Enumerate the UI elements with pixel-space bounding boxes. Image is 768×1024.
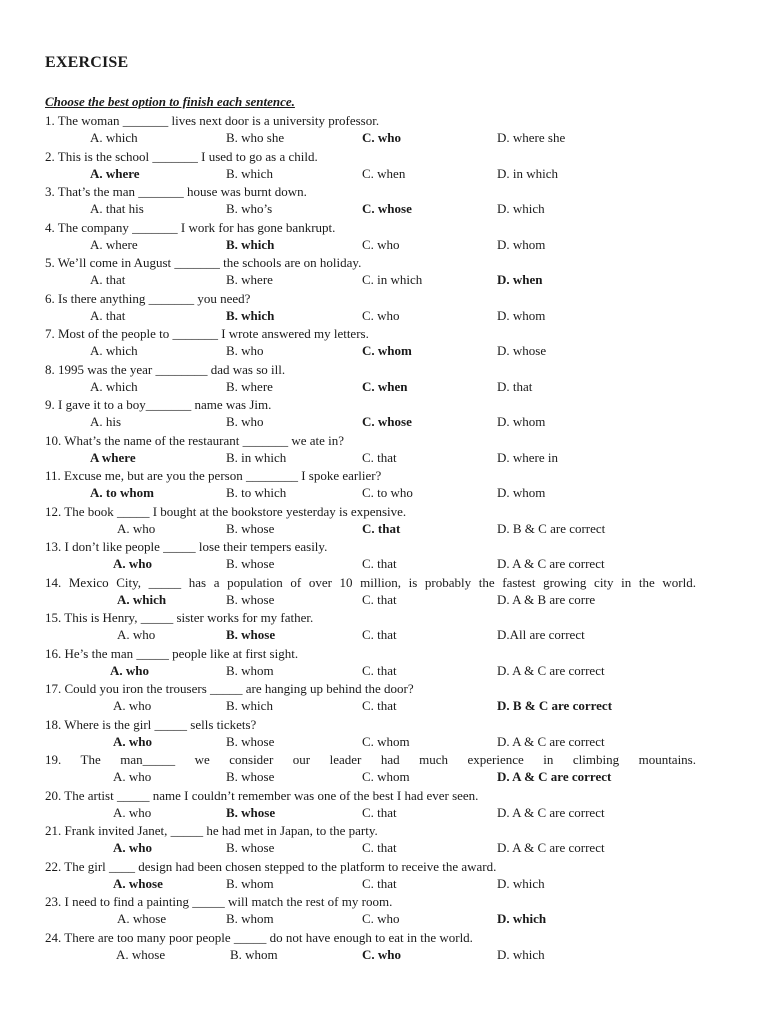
option-d: D. A & C are correct [497, 733, 605, 749]
option-a: A. whose [113, 875, 163, 891]
option-c: C. whom [362, 769, 410, 784]
option-c: C. to who [362, 485, 413, 500]
question-text: 9. I gave it to a boy_______ name was Jim. [45, 397, 272, 412]
option-a: A. who [113, 698, 152, 713]
option-b: B. where [226, 272, 273, 287]
question-text: 6. Is there anything _______ you need? [45, 290, 251, 306]
question-item [0, 219, 768, 255]
question-text: 16. He’s the man _____ people like at first sight. [45, 645, 299, 661]
page-title: EXERCISE [45, 54, 129, 71]
question-item [0, 183, 768, 219]
question-text: 2. This is the school _______ I used to go as a child. [45, 148, 318, 164]
option-c: C. whom [362, 733, 410, 749]
question-text: 15. This is Henry, _____ sister works for my father. [45, 610, 314, 625]
question-item [0, 716, 768, 752]
option-a: A. which [90, 378, 138, 394]
option-d: D.All are correct [497, 627, 585, 642]
option-c: C. that [362, 591, 397, 607]
option-b: B. in which [226, 449, 287, 465]
option-d: D. whom [497, 307, 546, 323]
question-text: 7. Most of the people to _______ I wrote answered my letters. [45, 326, 369, 341]
option-d: D. when [497, 272, 543, 287]
option-a: A. who [110, 662, 150, 678]
option-c: C. that [362, 840, 397, 855]
option-c: C. in which [362, 272, 423, 287]
question-text: 4. The company _______ I work for has gone bankrupt. [45, 219, 336, 235]
question-item [0, 751, 768, 787]
option-c: C. that [362, 875, 397, 891]
option-c: C. that [362, 804, 397, 820]
question-item [0, 609, 768, 645]
question-text: 14. Mexico City, _____ has a population of over 10 million, is probably the fastest growing city in the world. [45, 574, 696, 590]
option-b: B. whom [226, 875, 274, 891]
question-item [0, 503, 768, 539]
option-d: D. A & C are correct [497, 804, 605, 820]
option-a: A. who [113, 769, 152, 784]
question-text: 20. The artist _____ name I couldn’t remember was one of the best I had ever seen. [45, 787, 479, 803]
question-item [0, 787, 768, 823]
option-d: D. A & C are correct [497, 662, 605, 678]
option-a: A. who [113, 840, 153, 855]
option-a: A. who [117, 520, 156, 536]
option-b: B. whose [226, 556, 275, 571]
question-text: 21. Frank invited Janet, _____ he had met in Japan, to the party. [45, 823, 378, 838]
option-a: A. which [90, 130, 138, 145]
option-b: B. which [226, 307, 275, 323]
option-c: C. who [362, 130, 402, 145]
option-a: A. who [113, 556, 153, 571]
question-text: 8. 1995 was the year ________ dad was so ill. [45, 361, 286, 377]
question-item [0, 254, 768, 290]
option-a: A. where [90, 236, 138, 252]
option-b: B. which [226, 698, 273, 713]
question-item [0, 680, 768, 716]
option-a: A. his [90, 414, 122, 429]
option-c: C. who [362, 911, 400, 926]
option-b: B. whom [226, 911, 274, 926]
option-d: D. which [497, 911, 547, 926]
option-d: D. which [497, 875, 545, 891]
question-text: 13. I don’t like people _____ lose their tempers easily. [45, 539, 328, 554]
option-a: A. which [117, 591, 167, 607]
question-text: 10. What’s the name of the restaurant _______ we ate in? [45, 432, 345, 448]
option-c: C. that [362, 627, 397, 642]
question-item [0, 290, 768, 326]
question-item [0, 432, 768, 468]
question-item [0, 929, 768, 965]
question-item [0, 148, 768, 184]
option-c: C. whom [362, 343, 412, 358]
question-item [0, 538, 768, 574]
option-d: D. which [497, 201, 545, 216]
option-c: C. that [362, 449, 397, 465]
question-item [0, 893, 768, 929]
option-b: B. whose [226, 840, 275, 855]
instruction-text: Choose the best option to finish each sentence. [45, 94, 295, 109]
option-d: D. in which [497, 165, 559, 181]
option-d: D. where she [497, 130, 566, 145]
option-c: C. who [362, 307, 400, 323]
option-b: B. whose [226, 520, 275, 536]
question-text: 1. The woman _______ lives next door is a university professor. [45, 113, 380, 128]
option-b: B. whose [226, 733, 275, 749]
option-d: D. that [497, 378, 533, 394]
option-d: D. which [497, 946, 545, 962]
option-d: D. whom [497, 485, 546, 500]
option-a: A. who [117, 627, 156, 642]
option-d: D. whom [497, 236, 546, 252]
option-b: B. who’s [226, 201, 273, 216]
option-b: B. who [226, 343, 264, 358]
option-a: A. to whom [90, 485, 154, 500]
question-text: 11. Excuse me, but are you the person ________ I spoke earlier? [45, 468, 382, 483]
option-a: A. that [90, 307, 126, 323]
option-d: D. where in [497, 449, 559, 465]
option-b: B. who [226, 414, 264, 429]
option-a: A. whose [116, 946, 166, 962]
option-c: C. that [362, 556, 397, 571]
option-d: D. whom [497, 414, 546, 429]
option-c: C. that [362, 662, 397, 678]
option-d: D. whose [497, 343, 547, 358]
option-b: B. whom [226, 662, 274, 678]
question-item [0, 467, 768, 503]
question-list [0, 112, 768, 964]
question-text: 23. I need to find a painting _____ will match the rest of my room. [45, 894, 393, 909]
option-c: C. whose [362, 414, 412, 429]
option-c: C. who [362, 946, 402, 962]
question-text: 12. The book _____ I bought at the bookstore yesterday is expensive. [45, 503, 407, 519]
question-item [0, 574, 768, 610]
option-c: C. when [362, 165, 406, 181]
question-item [0, 396, 768, 432]
question-text: 24. There are too many poor people _____ do not have enough to eat in the world. [45, 929, 473, 945]
question-item [0, 361, 768, 397]
option-c: C. whose [362, 201, 412, 216]
option-b: B. whose [226, 591, 275, 607]
question-text: 19. The man_____ we consider our leader had much experience in climbing mountains. [45, 752, 696, 767]
question-item [0, 112, 768, 148]
option-b: B. whose [226, 627, 276, 642]
option-a: A. which [90, 343, 138, 358]
option-d: D. B & C are correct [497, 698, 613, 713]
question-text: 18. Where is the girl _____ sells tickets? [45, 716, 257, 732]
question-item [0, 822, 768, 858]
option-d: D. A & C are correct [497, 769, 612, 784]
question-text: 17. Could you iron the trousers _____ are hanging up behind the door? [45, 681, 414, 696]
option-d: D. B & C are correct [497, 520, 606, 536]
question-item [0, 858, 768, 894]
option-c: C. when [362, 378, 408, 394]
option-c: C. that [362, 698, 397, 713]
option-a: A. where [90, 165, 140, 181]
option-a: A. that [90, 272, 126, 287]
option-c: C. who [362, 236, 400, 252]
option-b: B. which [226, 236, 275, 252]
option-b: B. to which [226, 485, 287, 500]
option-b: B. whose [226, 804, 276, 820]
option-b: B. where [226, 378, 273, 394]
option-b: B. whom [230, 946, 278, 962]
option-b: B. who she [226, 130, 285, 145]
option-b: B. whose [226, 769, 275, 784]
option-a: A. whose [117, 911, 167, 926]
option-a: A where [90, 449, 136, 465]
option-a: A. who [113, 804, 152, 820]
option-b: B. which [226, 165, 273, 181]
question-item [0, 325, 768, 361]
option-d: D. A & C are correct [497, 556, 605, 571]
option-c: C. that [362, 520, 401, 536]
option-a: A. that his [90, 201, 144, 216]
option-a: A. who [113, 733, 153, 749]
option-d: D. A & C are correct [497, 840, 605, 855]
question-item [0, 645, 768, 681]
question-text: 3. That’s the man _______ house was burnt down. [45, 184, 307, 199]
option-d: D. A & B are corre [497, 591, 596, 607]
question-text: 5. We’ll come in August _______ the schools are on holiday. [45, 255, 362, 270]
question-text: 22. The girl ____ design had been chosen stepped to the platform to receive the award. [45, 858, 497, 874]
